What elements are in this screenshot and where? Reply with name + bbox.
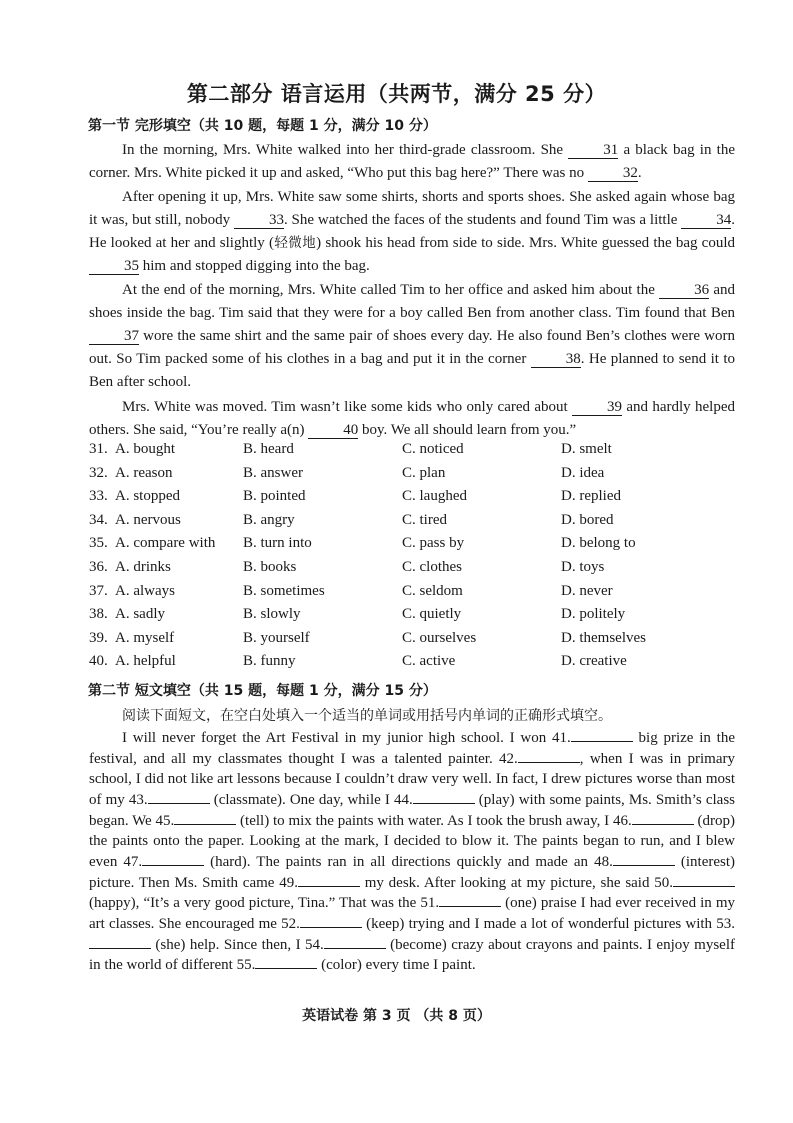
blank-48 xyxy=(613,853,675,866)
option-a: A. myself xyxy=(115,629,175,646)
blank-31: 31 xyxy=(568,143,618,159)
cloze-paragraph-3: At the end of the morning, Mrs. White called Tim to her office and asked him about the 36 and shoes inside the bag. Tim said that they were for a boy called Ben from another class. Tim found that Ben 37 wore the same shirt and the same pair of shoes every day. He also found Ben’s clothes were worn out. So Tim packed some of his clothes in a bag and put it in the corner 38. He planned to send it to Ben after school. xyxy=(89,282,735,391)
blank-33: 33 xyxy=(234,213,284,229)
blank-49 xyxy=(298,874,360,887)
option-row xyxy=(89,653,749,677)
blank-41 xyxy=(571,729,633,742)
question-number: 31. xyxy=(89,441,108,457)
option-row xyxy=(89,465,749,489)
option-d: D. smelt xyxy=(561,441,612,457)
blank-50 xyxy=(673,874,735,887)
option-d: D. idea xyxy=(561,464,605,481)
question-number: 33. xyxy=(89,488,108,505)
option-row xyxy=(89,535,749,559)
option-c: C. tired xyxy=(402,511,447,528)
question-number: 39. xyxy=(89,629,108,646)
option-a: A. stopped xyxy=(115,488,180,505)
option-row xyxy=(89,559,749,583)
section2-heading: 第二节 短文填空（共 15 题，每题 1 分，满分 15 分） xyxy=(88,683,437,699)
option-a: A. bought xyxy=(115,441,175,457)
option-b: B. pointed xyxy=(243,488,306,505)
blank-55 xyxy=(255,956,317,969)
option-c: C. ourselves xyxy=(402,629,477,646)
question-number: 37. xyxy=(89,582,108,599)
option-d: D. creative xyxy=(561,653,627,670)
option-c: C. quietly xyxy=(402,606,462,623)
blank-53 xyxy=(89,936,151,949)
option-row xyxy=(89,606,749,630)
option-d: D. toys xyxy=(561,558,605,575)
option-a: A. reason xyxy=(115,464,173,481)
question-number: 32. xyxy=(89,464,108,481)
option-c: C. laughed xyxy=(402,488,467,505)
option-d: D. politely xyxy=(561,606,626,623)
option-d: D. never xyxy=(561,582,613,599)
blank-34: 34 xyxy=(681,213,731,229)
page-title: 第二部分 语言运用（共两节，满分 25 分） xyxy=(186,82,607,106)
cloze-paragraph-2: After opening it up, Mrs. White saw some shirts, shorts and sports shoes. She asked again whose bag it was, but still, nobody 33. She watched the faces of the students and found Tim was a little 34. He looked at her and slightly (轻微地) shook his head from side to side. Mrs. White guessed the bag could 35 him and stopped digging into the bag. xyxy=(89,189,735,275)
question-number: 34. xyxy=(89,511,108,528)
blank-40: 40 xyxy=(308,423,358,439)
option-a: A. compare with xyxy=(115,535,216,552)
blank-45 xyxy=(174,812,236,825)
option-d: D. replied xyxy=(561,488,621,505)
option-b: B. answer xyxy=(243,464,303,481)
option-a: A. helpful xyxy=(115,653,176,670)
option-b: B. yourself xyxy=(243,629,310,646)
blank-35: 35 xyxy=(89,259,139,275)
blank-47 xyxy=(142,853,204,866)
blank-52 xyxy=(300,915,362,928)
section2-instruction: 阅读下面短文，在空白处填入一个适当的单词或用括号内单词的正确形式填空。 xyxy=(122,708,612,724)
fill-in-passage: I will never forget the Art Festival in my junior high school. I won 41. big prize in the festival, and all my classmates thought I was a talented painter. 42. , when I was in primary school, I did not like art lessons because I couldn’t draw very well. In fact, I drew pictures worse than most of my 43. (classmate). One day, while I 44. (play) with some paints, Ms. Smith’s class began. We 45. (tell) to mix the paints with water. As I took the brush away, I 46. (drop) the paints onto the paper. Looking at the mark, I decided to blow it. The paints began to run, and I blew even 47. (hard). The paints ran in all directions quickly and made an 48. (interest) picture. Then Ms. Smith came 49. my desk. After looking at my picture, she said 50. (happy), “It’s a very good picture, Tina.” That was the 51. (one) praise I had ever received in my art classes. She encouraged me 52. (keep) trying and I made a lot of wonderful pictures with 53. (she) help. Since then, I 54. (become) crazy about crayons and paints. I enjoy myself in the world of different 55. (color) every time I paint. xyxy=(89,730,736,974)
option-b: B. funny xyxy=(243,653,296,670)
blank-39: 39 xyxy=(572,400,622,416)
option-c: C. noticed xyxy=(402,441,464,457)
option-row xyxy=(89,488,749,512)
option-a: A. sadly xyxy=(115,606,165,623)
option-a: A. nervous xyxy=(115,511,181,528)
page-footer: 英语试卷 第 3 页 （共 8 页） xyxy=(302,1008,491,1024)
blank-42 xyxy=(518,750,580,763)
blank-44 xyxy=(413,791,475,804)
option-c: C. active xyxy=(402,653,456,670)
option-b: B. heard xyxy=(243,441,294,457)
section1-heading: 第一节 完形填空（共 10 题，每题 1 分，满分 10 分） xyxy=(88,118,437,134)
blank-46 xyxy=(632,812,694,825)
blank-32: 32 xyxy=(588,166,638,182)
option-d: D. themselves xyxy=(561,629,646,646)
cloze-paragraph-4: Mrs. White was moved. Tim wasn’t like some kids who only cared about 39 and hardly helped others. She said, “You’re really a(n) 40 boy. We all should learn from you.” xyxy=(89,399,735,439)
option-d: D. bored xyxy=(561,511,614,528)
blank-37: 37 xyxy=(89,329,139,345)
option-d: D. belong to xyxy=(561,535,636,552)
option-a: A. always xyxy=(115,582,175,599)
option-row xyxy=(89,630,749,654)
option-c: C. plan xyxy=(402,464,446,481)
cloze-paragraph-1: In the morning, Mrs. White walked into her third-grade classroom. She 31 a black bag in the corner. Mrs. White picked it up and asked, “Who put this bag here?” There was no 32. xyxy=(89,142,735,182)
option-a: A. drinks xyxy=(115,558,171,575)
question-number: 36. xyxy=(89,558,108,575)
option-row xyxy=(89,583,749,607)
option-c: C. seldom xyxy=(402,582,463,599)
option-c: C. clothes xyxy=(402,558,462,575)
option-b: B. turn into xyxy=(243,535,312,552)
question-number: 35. xyxy=(89,535,108,552)
option-c: C. pass by xyxy=(402,535,465,552)
blank-38: 38 xyxy=(531,352,581,368)
blank-51 xyxy=(439,894,501,907)
option-row xyxy=(89,512,749,536)
option-b: B. slowly xyxy=(243,606,301,623)
question-number: 40. xyxy=(89,653,108,670)
blank-43 xyxy=(148,791,210,804)
question-number: 38. xyxy=(89,606,108,623)
blank-54 xyxy=(324,936,386,949)
blank-36: 36 xyxy=(659,283,709,299)
option-b: B. books xyxy=(243,558,297,575)
option-b: B. angry xyxy=(243,511,295,528)
option-b: B. sometimes xyxy=(243,582,325,599)
option-row xyxy=(89,441,749,465)
answer-options xyxy=(89,441,749,677)
